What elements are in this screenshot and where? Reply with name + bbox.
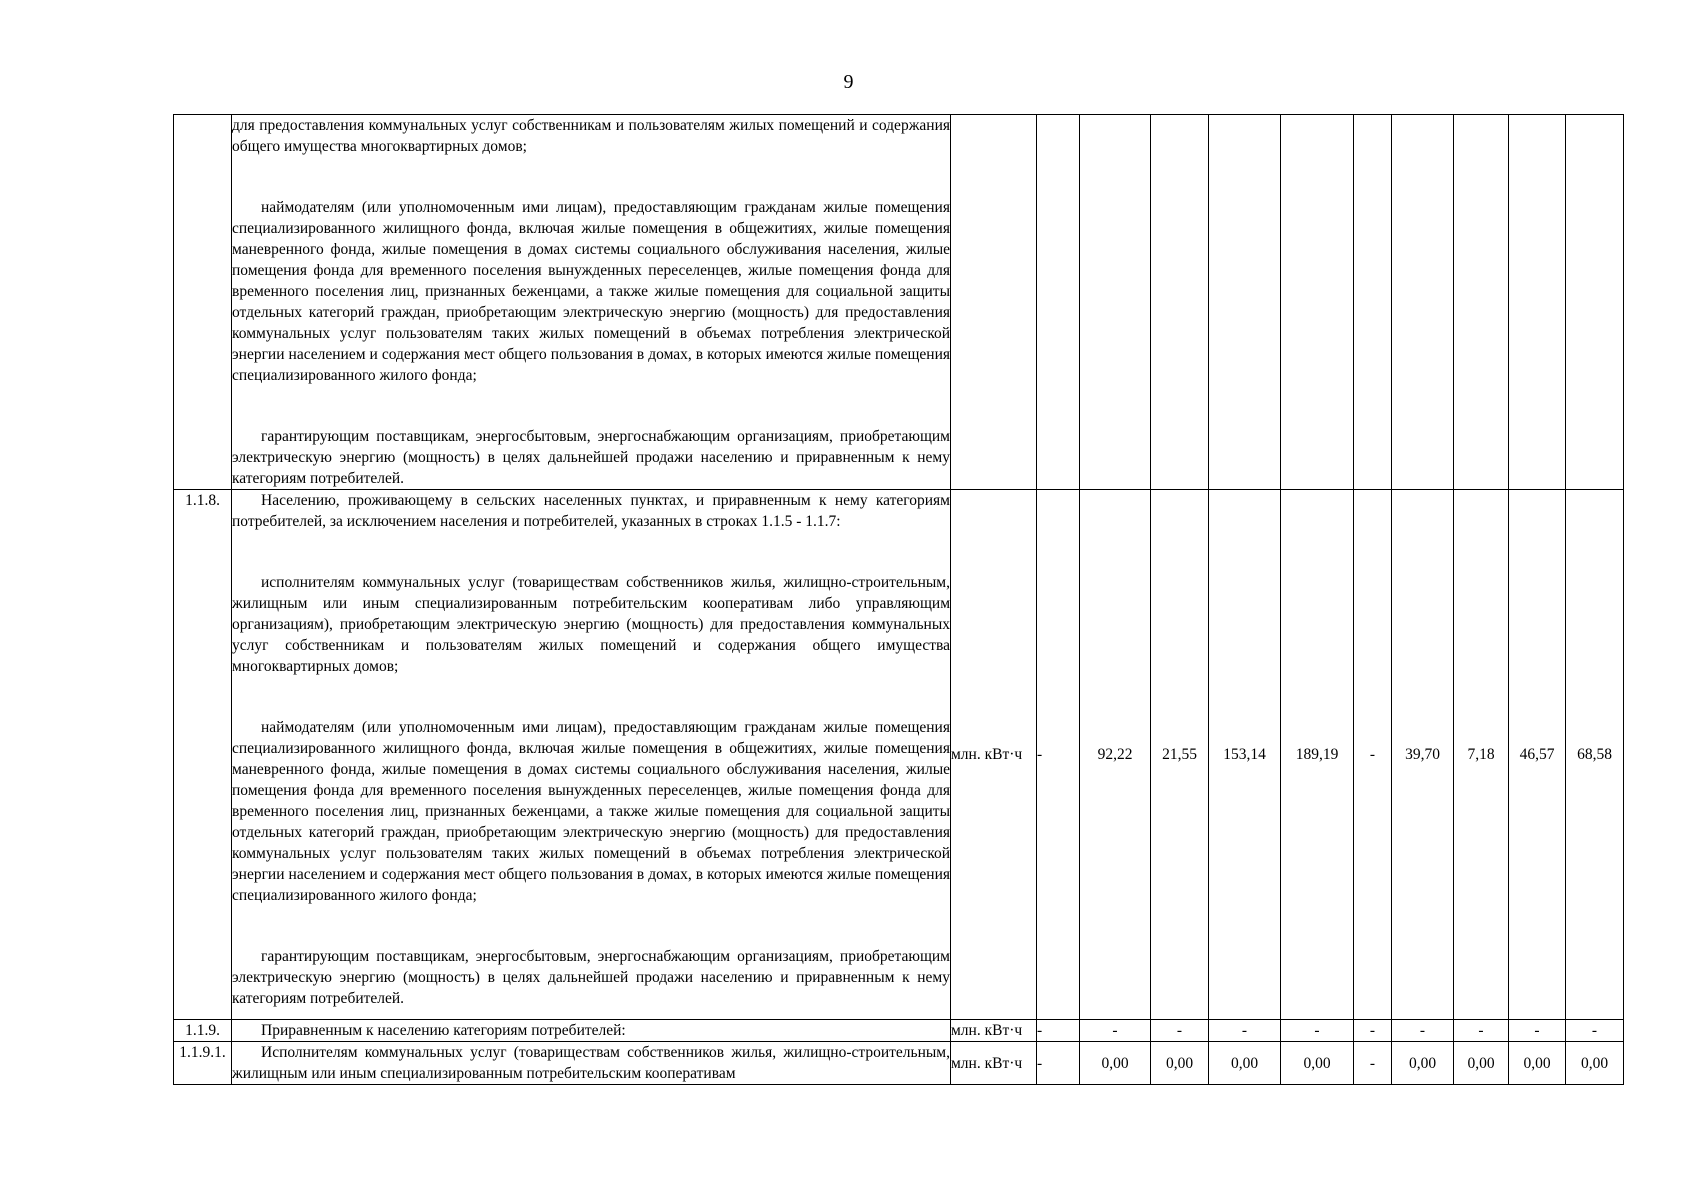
value-cell: -	[1354, 490, 1392, 1020]
table-row	[174, 490, 1624, 1020]
table-row	[174, 1020, 1624, 1042]
value-cell: 153,14	[1209, 490, 1281, 1020]
page-number: 9	[843, 71, 854, 93]
value-cell: 0,00	[1566, 1042, 1624, 1085]
value-cell: 0,00	[1392, 1042, 1454, 1085]
value-cell: -	[1037, 490, 1080, 1020]
description-paragraph: наймодателям (или уполномоченным ими лицам), предоставляющим гражданам жилые помещения специализированного жилищного фонда, включая жилые помещения в общежитиях, жилые помещения маневренного фонда, жилые помещения в домах системы социального обслуживания населения, жилые помещения фонда для временного поселения вынужденных переселенцев, жилые помещения фонда для временного поселения лиц, признанных беженцами, а также жилые помещения для социальной защиты отдельных категорий граждан, приобретающим электрическую энергию (мощность) для предоставления коммунальных услуг пользователям таких жилых помещений в объемах потребления электрической энергии населением и содержания мест общего пользования в домах, в которых имеются жилые помещения специализированного жилого фонда;	[232, 199, 950, 384]
value-cell: -	[1037, 1042, 1080, 1085]
unit-cell: млн. кВт·ч	[951, 1042, 1037, 1085]
value-cell: 0,00	[1454, 1042, 1509, 1085]
value-cell	[1354, 115, 1392, 490]
unit-cell	[951, 115, 1037, 490]
description-paragraph: гарантирующим поставщикам, энергосбытовым, энергоснабжающим организациям, приобретающим электрическую энергию (мощность) в целях дальнейшей продажи населению и приравненным к нему категориям потребителей.	[232, 428, 950, 487]
value-cell	[1509, 115, 1566, 490]
description-cell	[232, 490, 951, 1020]
value-cell: 68,58	[1566, 490, 1624, 1020]
value-cell	[1037, 115, 1080, 490]
description-paragraph: исполнителям коммунальных услуг (товариществам собственников жилья, жилищно-строительным, жилищным или иным специализированным потребительским кооперативам либо управляющим организациям), приобретающим электрическую энергию (мощность) для предоставления коммунальных услуг собственникам и пользователям жилых помещений и содержания общего имущества многоквартирных домов;	[232, 574, 950, 675]
value-cell: 92,22	[1080, 490, 1151, 1020]
description-paragraph: гарантирующим поставщикам, энергосбытовым, энергоснабжающим организациям, приобретающим электрическую энергию (мощность) в целях дальнейшей продажи населению и приравненным к нему категориям потребителей.	[232, 948, 950, 1007]
value-cell: -	[1509, 1020, 1566, 1042]
value-cell	[1566, 115, 1624, 490]
description-cell	[232, 1042, 951, 1085]
value-cell: -	[1281, 1020, 1354, 1042]
value-cell: -	[1354, 1042, 1392, 1085]
value-cell	[1281, 115, 1354, 490]
value-cell: -	[1037, 1020, 1080, 1042]
description-paragraph: Приравненным к населению категориям потребителей:	[261, 1022, 626, 1039]
value-cell: -	[1209, 1020, 1281, 1042]
value-cell	[1392, 115, 1454, 490]
row-number-cell	[174, 115, 232, 490]
value-cell: -	[1354, 1020, 1392, 1042]
description-cell	[232, 115, 951, 490]
value-cell	[1151, 115, 1209, 490]
value-cell: 189,19	[1281, 490, 1354, 1020]
value-cell: 7,18	[1454, 490, 1509, 1020]
unit-cell: млн. кВт·ч	[951, 490, 1037, 1020]
tariff-table	[173, 114, 1624, 1085]
value-cell: -	[1566, 1020, 1624, 1042]
value-cell: -	[1392, 1020, 1454, 1042]
description-paragraph: Исполнителям коммунальных услуг (товариществам собственников жилья, жилищно-строительным, жилищным или иным специализированным потребительским кооперативам	[232, 1044, 950, 1082]
value-cell	[1080, 115, 1151, 490]
value-cell: -	[1151, 1020, 1209, 1042]
description-paragraph: Населению, проживающему в сельских населенных пунктах, и приравненным к нему категориям потребителей, за исключением населения и потребителей, указанных в строках 1.1.5 - 1.1.7:	[232, 492, 950, 530]
row-number-cell: 1.1.9.	[174, 1020, 232, 1042]
value-cell: 0,00	[1080, 1042, 1151, 1085]
value-cell: 46,57	[1509, 490, 1566, 1020]
value-cell: 0,00	[1509, 1042, 1566, 1085]
table-row	[174, 115, 1624, 490]
value-cell	[1209, 115, 1281, 490]
value-cell: -	[1454, 1020, 1509, 1042]
value-cell: 21,55	[1151, 490, 1209, 1020]
row-number-cell: 1.1.8.	[174, 490, 232, 1020]
value-cell: 0,00	[1209, 1042, 1281, 1085]
row-number-cell: 1.1.9.1.	[174, 1042, 232, 1085]
value-cell: 39,70	[1392, 490, 1454, 1020]
value-cell: 0,00	[1151, 1042, 1209, 1085]
description-paragraph: для предоставления коммунальных услуг собственникам и пользователям жилых помещений и содержания общего имущества многоквартирных домов;	[232, 117, 950, 155]
description-cell	[232, 1020, 951, 1042]
description-paragraph: наймодателям (или уполномоченным ими лицам), предоставляющим гражданам жилые помещения специализированного жилищного фонда, включая жилые помещения в общежитиях, жилые помещения маневренного фонда, жилые помещения в домах системы социального обслуживания населения, жилые помещения фонда для временного поселения вынужденных переселенцев, жилые помещения фонда для временного поселения лиц, признанных беженцами, а также жилые помещения для социальной защиты отдельных категорий граждан, приобретающим электрическую энергию (мощность) для предоставления коммунальных услуг пользователям таких жилых помещений в объемах потребления электрической энергии населением и содержания мест общего пользования в домах, в которых имеются жилые помещения специализированного жилого фонда;	[232, 719, 950, 904]
unit-cell: млн. кВт·ч	[951, 1020, 1037, 1042]
value-cell	[1454, 115, 1509, 490]
table-row	[174, 1042, 1624, 1085]
value-cell: 0,00	[1281, 1042, 1354, 1085]
value-cell: -	[1080, 1020, 1151, 1042]
